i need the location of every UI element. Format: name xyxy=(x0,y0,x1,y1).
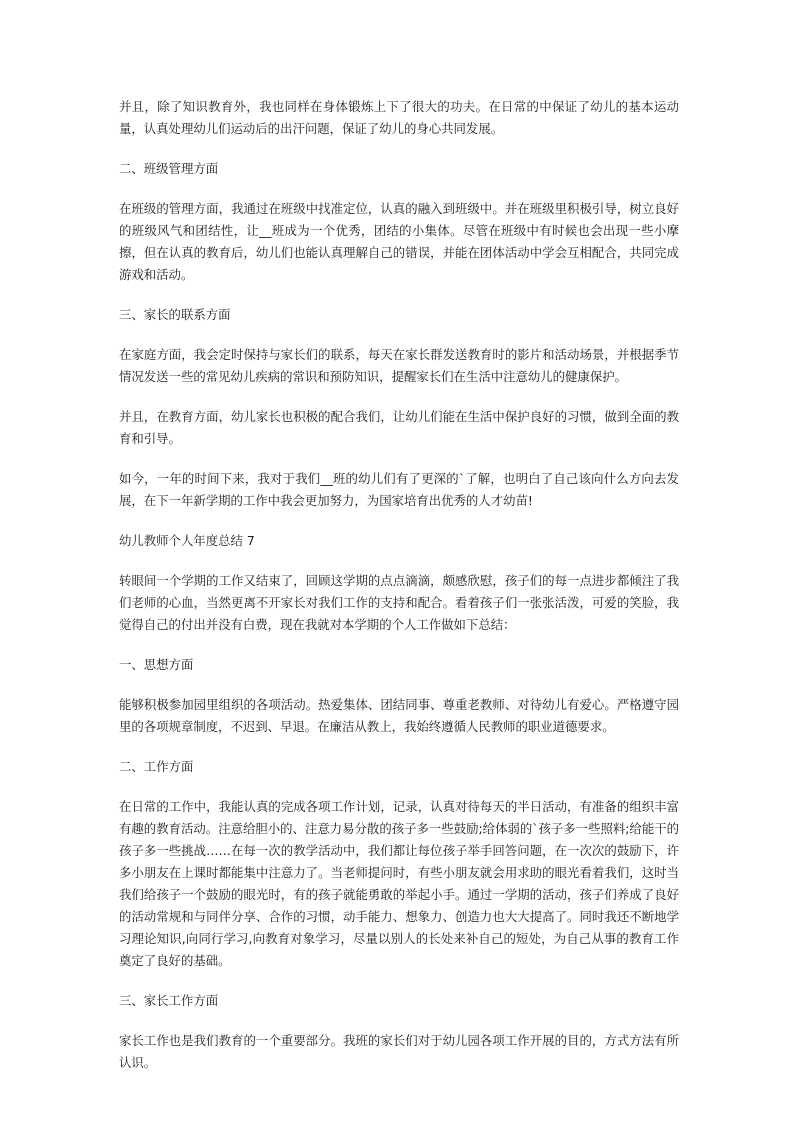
paragraph-class-management: 在班级的管理方面，我通过在班级中找准定位，认真的融入到班级中。并在班级里积极引导，树立良好的班级风气和团结性，让__班成为一个优秀，团结的小集体。尽管在班级中有时候也会出现一些小摩擦，但在认真的教育后，幼儿们也能认真理解自己的错误，并能在团体活动中学会互相配合，共同完成游戏和活动。 xyxy=(119,201,679,282)
paragraph-semester-intro: 转眼间一个学期的工作又结束了，回顾这学期的点点滴滴，颇感欣慰，孩子们的每一点进步都倾注了我们老师的心血，当然更离不开家长对我们工作的支持和配合。看着孩子们一张张活泼，可爱的笑脸，我觉得自己的付出并没有白费，现在我就对本学期的个人工作做如下总结： xyxy=(119,573,679,632)
heading-ideology: 一、思想方面 xyxy=(119,657,194,672)
paragraph-parent-cooperation: 并且，在教育方面，幼儿家长也积极的配合我们，让幼儿们能在生活中保护良好的习惯，做到全面的教育和引导。 xyxy=(119,409,679,446)
heading-class-management: 二、班级管理方面 xyxy=(119,161,219,176)
heading-work: 二、工作方面 xyxy=(119,759,194,774)
document-body xyxy=(119,96,679,1092)
paragraph-ideology: 能够积极参加园里组织的各项活动。热爱集体、团结同事、尊重老教师、对待幼儿有爱心。严格遵守园里的各项规章制度，不迟到、早退。在廉洁从教上，我始终遵循人民教师的职业道德要求。 xyxy=(119,697,679,734)
paragraph-work: 在日常的工作中，我能认真的完成各项工作计划，记录，认真对待每天的半日活动，有准备的组织丰富有趣的教育活动。注意给胆小的、注意力易分散的孩子多一些鼓励;给体弱的`孩子多一些照料;给能干的孩子多一些挑战……在每一次的教学活动中，我们都让每位孩子举手回答问题，在一次次的鼓励下，许多小朋友在上课时都能集中注意力了。当老师提问时，有些小朋友就会用求助的眼光看着我们，这时当我们给孩子一个鼓励的眼光时，有的孩子就能勇敢的举起小手。通过一学期的活动，孩子们养成了良好的活动常规和与同伴分享、合作的习惯，动手能力、想象力、创造力也大大提高了。同时我还不断地学习理论知识,向同行学习,向教育对象学习，尽量以别人的长处来补自己的短处，为自己从事的教育工作奠定了良好的基础。 xyxy=(119,799,679,968)
paragraph-physical-exercise: 并且，除了知识教育外，我也同样在身体锻炼上下了很大的功夫。在日常的中保证了幼儿的基本运动量，认真处理幼儿们运动后的出汗问题，保证了幼儿的身心共同发展。 xyxy=(119,99,679,136)
paragraph-year-conclusion: 如今，一年的时间下来，我对于我们__班的幼儿们有了更深的`了解，也明白了自己该向什么方向去发展，在下一年新学期的工作中我会更加努力，为国家培育出优秀的人才幼苗! xyxy=(119,471,679,508)
heading-parent-contact: 三、家长的联系方面 xyxy=(119,307,231,322)
heading-parent-work: 三、家长工作方面 xyxy=(119,993,219,1008)
paragraph-family-contact: 在家庭方面，我会定时保持与家长们的联系，每天在家长群发送教育时的影片和活动场景，并根据季节情况发送一些的常见幼儿疾病的常识和预防知识，提醒家长们在生活中注意幼儿的健康保护。 xyxy=(119,347,679,384)
paragraph-parent-work: 家长工作也是我们教育的一个重要部分。我班的家长们对于幼儿园各项工作开展的目的，方式方法有所认识。 xyxy=(119,1033,679,1070)
section-title-summary-7: 幼儿教师个人年度总结 7 xyxy=(119,533,255,548)
